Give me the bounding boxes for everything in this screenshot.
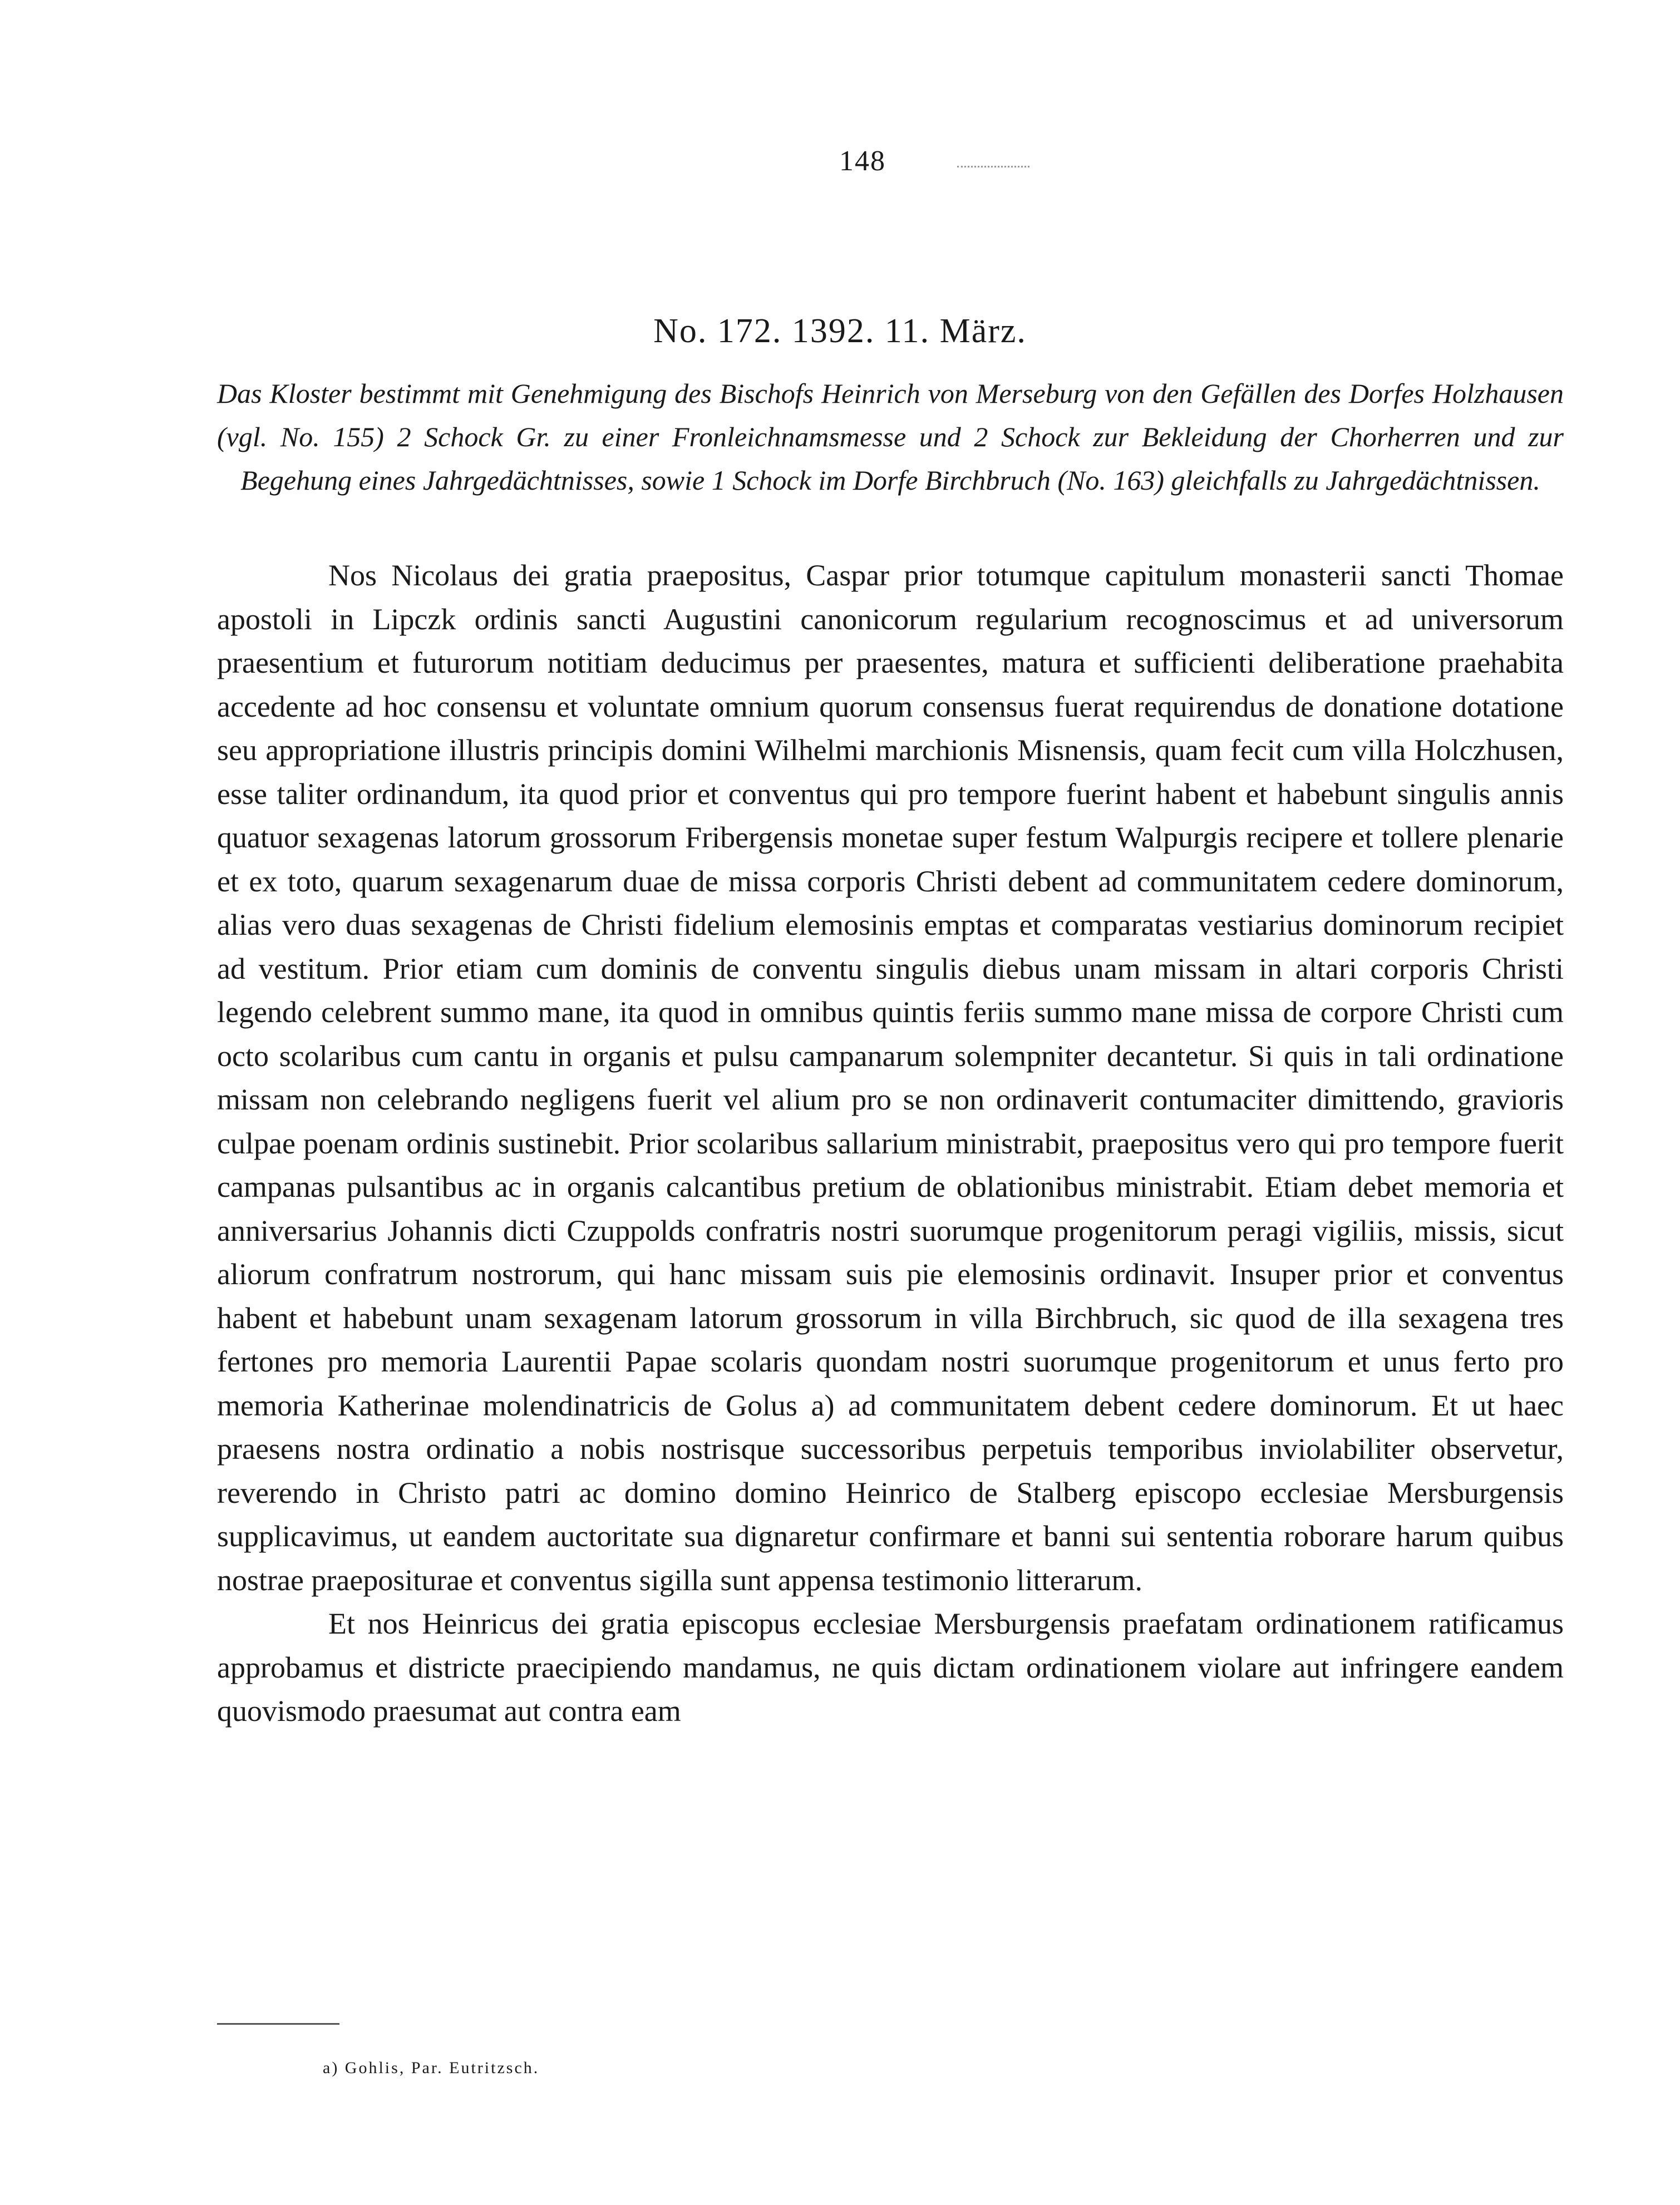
footnote: a) Gohlis, Par. Eutritzsch. [323, 2059, 540, 2077]
footnote-divider [217, 2023, 339, 2025]
document-heading: No. 172. 1392. 11. März. [653, 312, 1027, 350]
page-number: 148 [839, 145, 886, 177]
document-summary: Das Kloster bestimmt mit Genehmigung des Bischofs Heinrich von Merseburg von den Gefällen des Dorfes Holzhausen (vgl. No. 155) 2 Schock Gr. zu einer Fronleichnamsmesse und 2 Schock zur Bekleidung der Chorherren und zur Begehung eines Jahrgedächtnisses, sowie 1 Schock im Dorfe Birchbruch (No. 163) gleichfalls zu Jahrgedächtnissen. [217, 378, 1564, 496]
document-body [217, 554, 1564, 1733]
paragraph-bishop-confirmation: Et nos Heinricus dei gratia episcopus ecclesiae Mersburgensis praefatam ordinationem ratificamus approbamus et districte praecipiendo mandamus, ne quis dictam ordinationem violare aut infringere eandem quovismodo praesumat aut contra eam [217, 1607, 1564, 1728]
header-dash-ornament [957, 166, 1029, 167]
paragraph-charter: Nos Nicolaus dei gratia praepositus, Caspar prior totumque capitulum monasterii sancti Thomae apostoli in Lipczk ordinis sancti Augustini canonicorum regularium recognoscimus et ad universorum praesentium et futurorum notitiam deducimus per praesentes, matura et sufficienti deliberatione praehabita accedente ad hoc consensu et voluntate omnium quorum consensus fuerat requirendus de donatione dotatione seu appropriatione illustris principis domini Wilhelmi marchionis Misnensis, quam fecit cum villa Holczhusen, esse taliter ordinandum, ita quod prior et conventus qui pro tempore fuerint habent et habebunt singulis annis quatuor sexagenas latorum grossorum Fribergensis monetae super festum Walpurgis recipere et tollere plenarie et ex toto, quarum sexagenarum duae de missa corporis Christi debent ad communitatem cedere dominorum, alias vero duas sexagenas de Christi fidelium elemosinis emptas et comparatas vestiarius dominorum recipiet ad vestitum. Prior etiam cum dominis de conventu singulis diebus unam missam in altari corporis Christi legendo celebrent summo mane, ita quod in omnibus quintis feriis summo mane missa de corpore Christi cum octo scolaribus cum cantu in organis et pulsu campanarum solempniter decantetur. Si quis in tali ordinatione missam non celebrando negligens fuerit vel alium pro se non ordinaverit contumaciter dimittendo, gravioris culpae poenam ordinis sustinebit. Prior scolaribus sallarium ministrabit, praepositus vero qui pro tempore fuerit campanas pulsantibus ac in organis calcantibus pretium de oblationibus ministrabit. Etiam debet memoria et anniversarius Johannis dicti Czuppolds confratris nostri suorumque progenitorum peragi vigiliis, missis, sicut aliorum confratrum nostrorum, qui hanc missam suis pie elemosinis ordinavit. Insuper prior et conventus habent et habebunt unam sexagenam latorum grossorum in villa Birchbruch, sic quod de illa sexagena tres fertones pro memoria Laurentii Papae scolaris quondam nostri suorumque progenitorum et unus ferto pro memoria Katherinae molendinatricis de Golus a) ad communitatem debent cedere dominorum. Et ut haec praesens nostra ordinatio a nobis nostrisque successoribus perpetuis temporibus inviolabiliter observetur, reverendo in Christo patri ac domino domino Heinrico de Stalberg episcopo ecclesiae Mersburgensis supplicavimus, ut eandem auctoritate sua dignaretur confirmare et banni sui sententia roborare harum quibus nostrae praeposituraе et conventus sigilla sunt appensa testimonio litterarum. [217, 559, 1564, 1597]
